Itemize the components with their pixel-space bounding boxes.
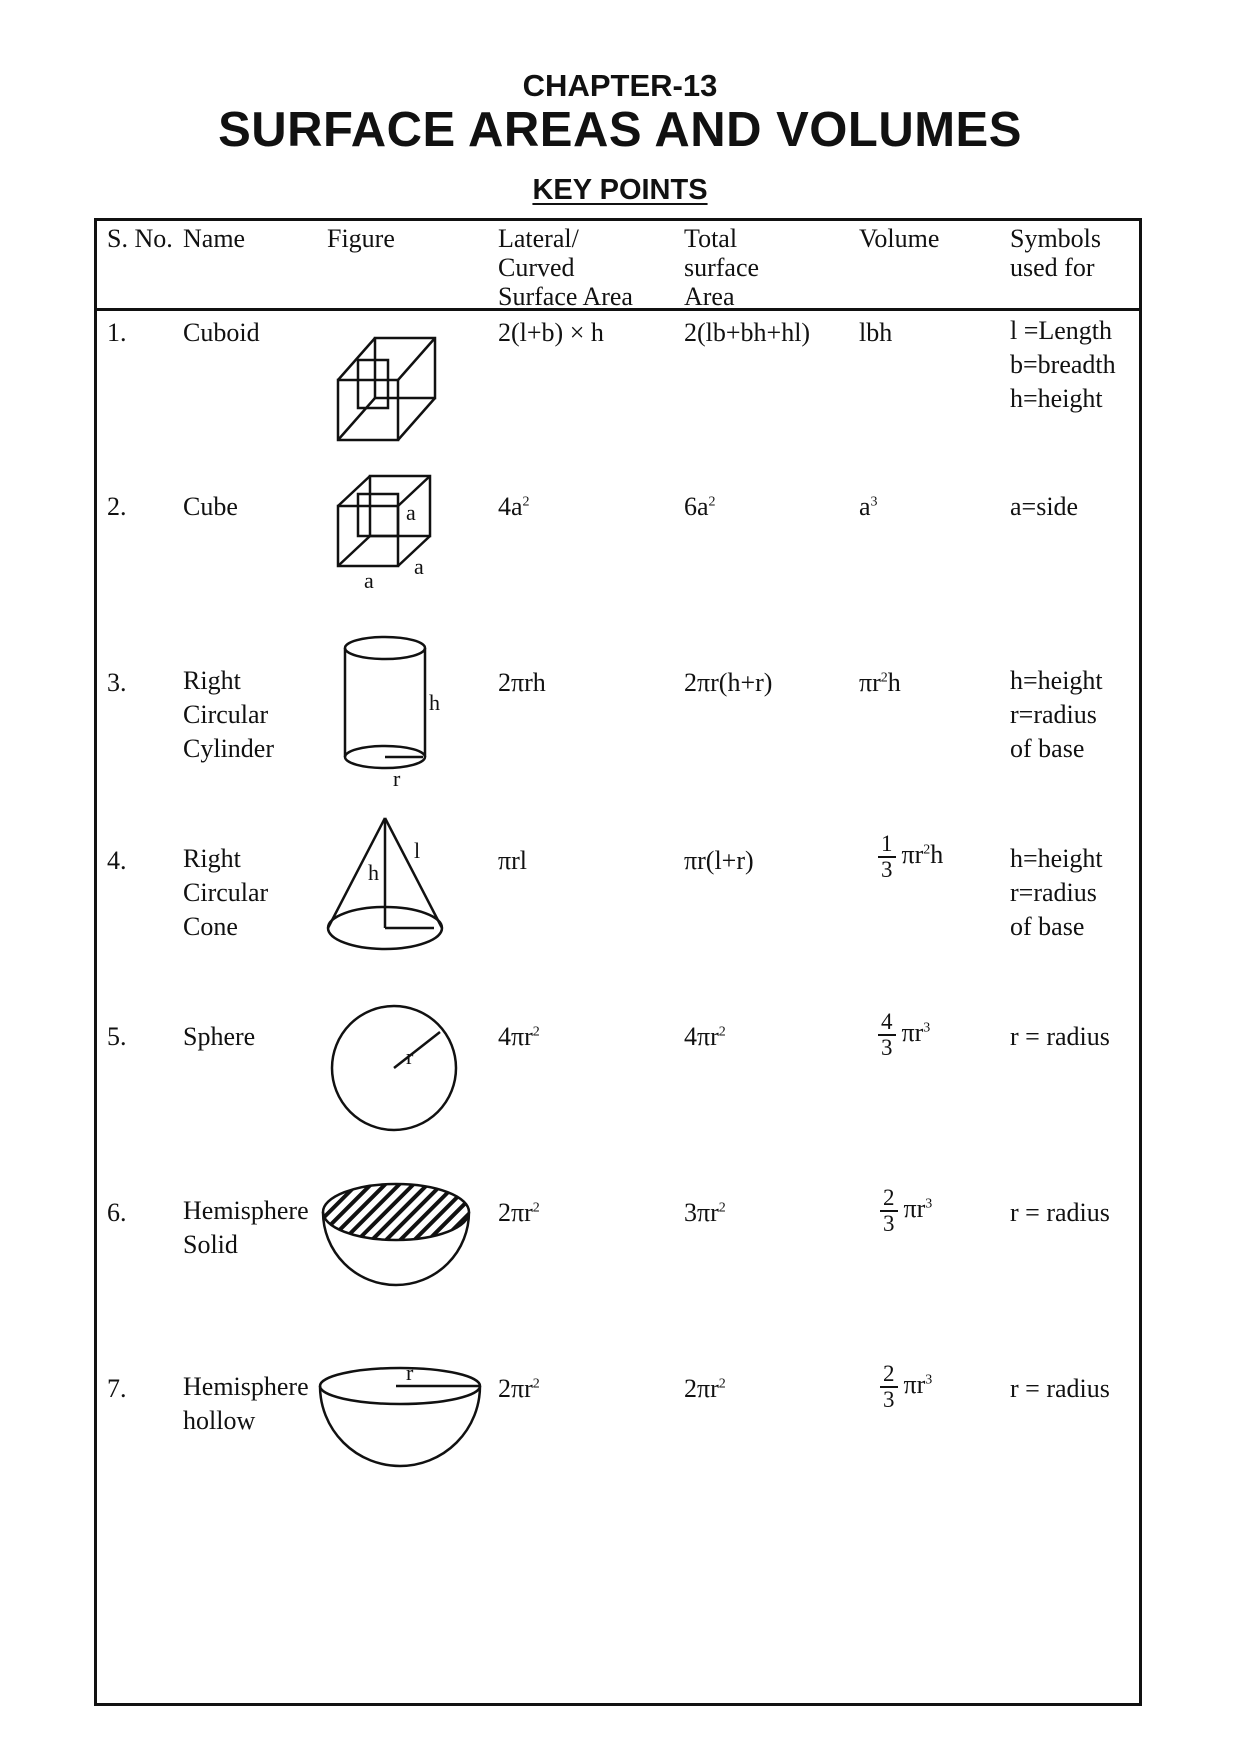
row-symbols [1010, 1198, 1110, 1227]
vol-exponent: 3 [870, 494, 878, 510]
hollow-label-r: r [406, 1360, 414, 1385]
hemisphere-hollow-icon [316, 1358, 486, 1488]
fraction-num: 2 [880, 1362, 898, 1388]
cube-label-a: a [364, 568, 374, 593]
symbol-line: h=height [1010, 384, 1103, 413]
vol-base: a [859, 492, 871, 521]
symbol-line: l =Length [1010, 316, 1113, 345]
lsa-base: 2πr [498, 1198, 533, 1227]
fraction-num: 2 [880, 1186, 898, 1212]
symbol-line: of base [1010, 912, 1085, 941]
section-heading [0, 174, 1240, 207]
row-sno: 4. [107, 846, 127, 875]
header-total-line: Total [684, 224, 738, 253]
row-volume [859, 668, 901, 697]
symbol-line: b=breadth [1010, 350, 1116, 379]
cube-label-a: a [414, 554, 424, 579]
header-name: Name [183, 224, 246, 253]
fraction [880, 1186, 898, 1236]
header-total-line: Area [684, 282, 735, 311]
row-tsa [684, 1022, 726, 1051]
row-sno: 7. [107, 1374, 127, 1403]
row-volume [880, 1362, 932, 1412]
table-frame [94, 218, 1142, 1706]
header-total-line: surface [684, 253, 760, 282]
symbol-line: r=radius [1010, 700, 1097, 729]
row-tsa [684, 1198, 726, 1227]
row-sno: 6. [107, 1198, 127, 1227]
header-lateral-line: Surface Area [498, 282, 633, 311]
row-volume [880, 1186, 932, 1236]
row-lsa [498, 1198, 540, 1227]
fraction [878, 832, 896, 882]
row-volume: lbh [859, 318, 893, 347]
name-line: Right [183, 666, 241, 695]
tsa-exponent: 2 [718, 1200, 726, 1216]
row-sno: 1. [107, 318, 127, 347]
fraction-den: 3 [883, 1387, 895, 1412]
symbol-line: r=radius [1010, 878, 1097, 907]
header-total [684, 224, 759, 311]
row-lsa: 2πrh [498, 668, 546, 697]
header-symbols [1010, 224, 1101, 282]
cone-label-l: l [414, 838, 421, 863]
header-symbols-line: Symbols [1010, 224, 1102, 253]
tsa-base: 6a [684, 492, 709, 521]
symbol-line: of base [1010, 734, 1085, 763]
vol-suffix: h [930, 839, 944, 869]
name-line: Right [183, 844, 241, 873]
vol-base: πr [903, 1369, 926, 1399]
cube-icon [330, 468, 450, 593]
header-volume: Volume [859, 224, 940, 253]
row-tsa: πr(l+r) [684, 846, 754, 875]
vol-base: πr [901, 839, 924, 869]
cylinder-icon [335, 630, 455, 790]
lsa-exponent: 2 [532, 1024, 540, 1040]
row-sno: 5. [107, 1022, 127, 1051]
vol-base: πr [903, 1193, 926, 1223]
hemisphere-solid-icon [318, 1178, 478, 1298]
lsa-exponent: 2 [532, 1376, 540, 1392]
row-symbols [1010, 1022, 1110, 1051]
name-line: Cylinder [183, 734, 274, 763]
fraction-num: 4 [878, 1010, 896, 1036]
vol-exponent: 2 [923, 842, 931, 858]
vol-exponent: 3 [923, 1020, 931, 1036]
cube-label-a: a [406, 500, 416, 525]
name-line: Hemisphere [183, 1372, 309, 1401]
fraction-den: 3 [881, 857, 893, 882]
row-lsa [498, 492, 530, 521]
vol-base: πr [901, 1017, 924, 1047]
name-line: Solid [183, 1230, 238, 1259]
sphere-icon [328, 1002, 468, 1137]
fraction-den: 3 [883, 1211, 895, 1236]
header-lateral-line: Lateral/ [498, 224, 579, 253]
name-line: Circular [183, 878, 269, 907]
name-line: hollow [183, 1406, 256, 1435]
row-symbols [1010, 664, 1103, 766]
header-lateral [498, 224, 633, 311]
chapter-label: CHAPTER-13 [522, 68, 718, 103]
row-symbols [1010, 492, 1078, 521]
fraction [880, 1362, 898, 1412]
row-lsa [498, 1374, 540, 1403]
row-volume [878, 1010, 930, 1060]
vol-base: πr [859, 668, 881, 697]
header-sno: S. No. [107, 224, 173, 253]
name-line: Circular [183, 700, 269, 729]
cuboid-icon [330, 330, 450, 445]
row-lsa: 2(l+b) × h [498, 318, 604, 347]
row-name: Sphere [183, 1022, 256, 1051]
vol-exponent: 2 [880, 670, 888, 686]
tsa-base: 3πr [684, 1198, 719, 1227]
lsa-exponent: 2 [532, 1200, 540, 1216]
row-name [183, 1194, 309, 1262]
lsa-base: 4a [498, 492, 523, 521]
cylinder-label-h: h [429, 690, 440, 715]
lsa-base: 4πr [498, 1022, 533, 1051]
row-sno: 3. [107, 668, 127, 697]
row-name [183, 1370, 309, 1438]
name-line: Cone [183, 912, 238, 941]
fraction-den: 3 [881, 1035, 893, 1060]
row-sno: 2. [107, 492, 127, 521]
row-tsa: 2(lb+bh+hl) [684, 318, 811, 347]
symbol-line: r = radius [1010, 1374, 1110, 1403]
symbol-line: r = radius [1010, 1198, 1110, 1227]
cone-label-h: h [368, 860, 379, 885]
tsa-exponent: 2 [718, 1376, 726, 1392]
row-lsa: πrl [498, 846, 528, 875]
row-lsa [498, 1022, 540, 1051]
row-name: Cube [183, 492, 238, 521]
lsa-exponent: 2 [522, 494, 530, 510]
vol-exponent: 3 [925, 1372, 933, 1388]
header-symbols-line: used for [1010, 253, 1095, 282]
vol-suffix: h [887, 668, 901, 697]
row-symbols [1010, 314, 1116, 416]
page-title: SURFACE AREAS AND VOLUMES [218, 103, 1022, 157]
fraction-num: 1 [878, 832, 896, 858]
row-symbols [1010, 842, 1103, 944]
symbol-line: a=side [1010, 492, 1079, 521]
sphere-label-r: r [406, 1044, 414, 1069]
tsa-exponent: 2 [718, 1024, 726, 1040]
name-line: Hemisphere [183, 1196, 309, 1225]
tsa-base: 2πr [684, 1374, 719, 1403]
cone-icon [322, 810, 462, 960]
header-figure: Figure [327, 224, 395, 253]
key-points-label: KEY POINTS [532, 174, 708, 206]
row-tsa [684, 1374, 726, 1403]
tsa-exponent: 2 [708, 494, 716, 510]
row-symbols [1010, 1374, 1110, 1403]
row-name [183, 664, 274, 766]
row-tsa: 2πr(h+r) [684, 668, 773, 697]
symbol-line: h=height [1010, 844, 1103, 873]
cylinder-label-r: r [393, 766, 401, 790]
symbol-line: h=height [1010, 666, 1103, 695]
row-name: Cuboid [183, 318, 260, 347]
row-tsa [684, 492, 716, 521]
row-volume [878, 832, 943, 882]
header-lateral-line: Curved [498, 253, 575, 282]
symbol-line: r = radius [1010, 1022, 1110, 1051]
fraction [878, 1010, 896, 1060]
row-name [183, 842, 268, 944]
vol-exponent: 3 [925, 1196, 933, 1212]
lsa-base: 2πr [498, 1374, 533, 1403]
row-volume [859, 492, 878, 521]
tsa-base: 4πr [684, 1022, 719, 1051]
